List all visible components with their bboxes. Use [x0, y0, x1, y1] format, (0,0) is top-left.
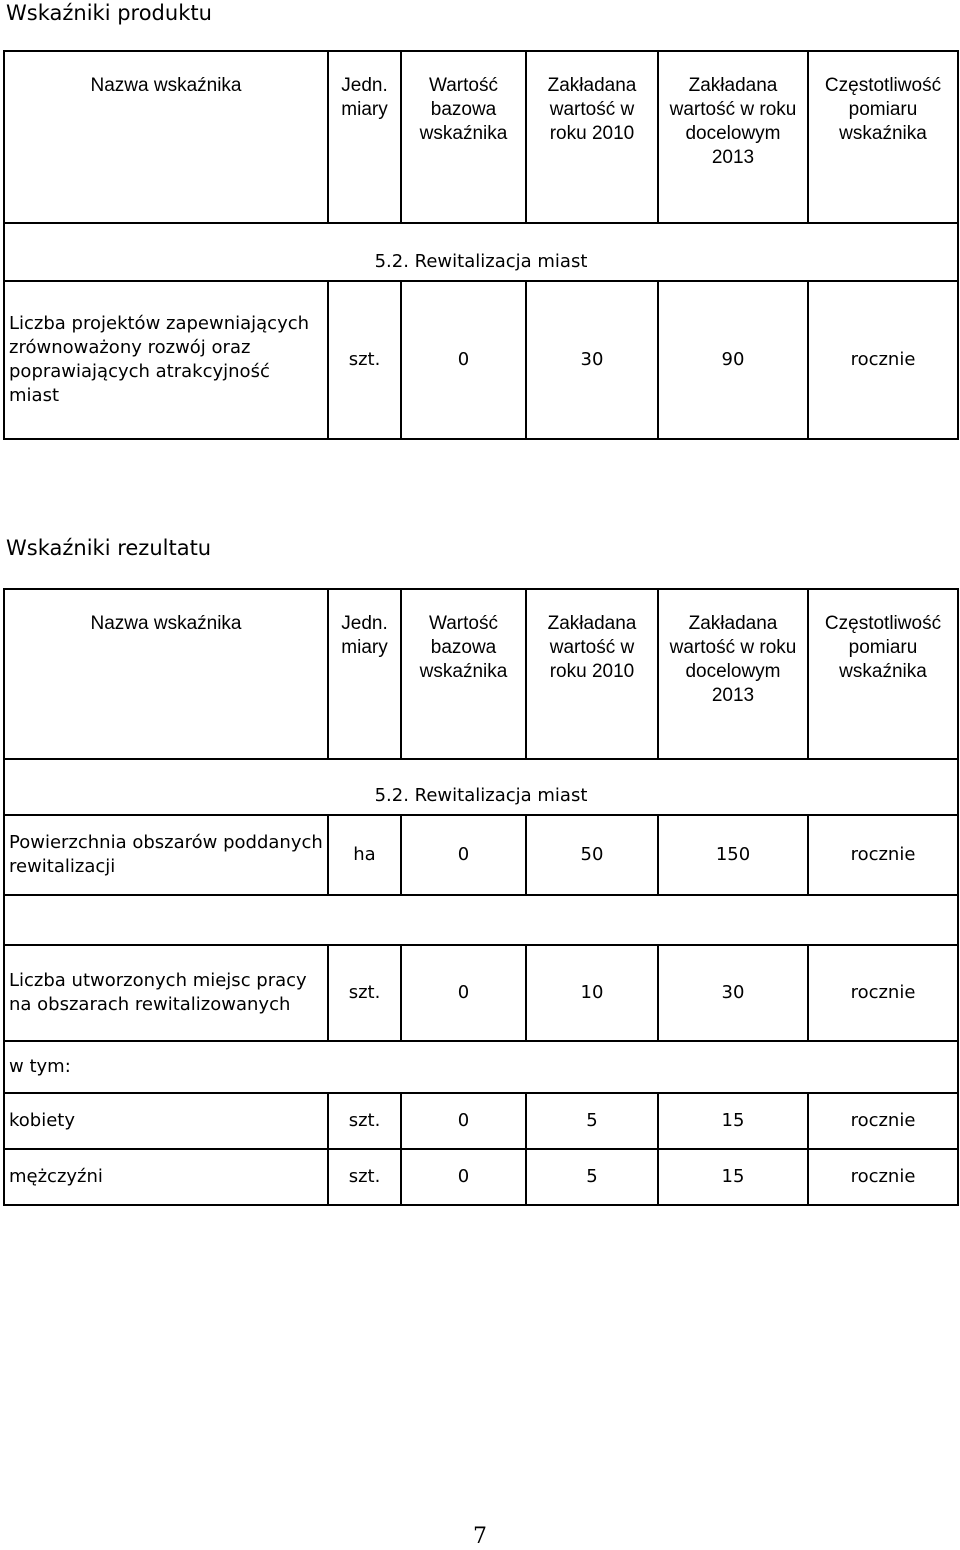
result-indicators-title: Wskaźniki rezultatu: [6, 536, 212, 560]
indicator-name: mężczyźni: [4, 1149, 328, 1205]
header-2010: Zakładana wartość w roku 2010: [526, 51, 658, 223]
indicator-unit: szt.: [328, 1093, 401, 1149]
indicator-frequency: rocznie: [808, 815, 958, 895]
product-indicators-table: [3, 50, 959, 440]
header-2013: Zakładana wartość w roku docelowym 2013: [658, 589, 808, 759]
indicator-2010: 50: [526, 815, 658, 895]
section-title: 5.2. Rewitalizacja miast: [4, 759, 958, 815]
empty-cell: [4, 895, 958, 945]
indicator-2010: 10: [526, 945, 658, 1041]
indicator-frequency: rocznie: [808, 1093, 958, 1149]
header-base: Wartość bazowa wskaźnika: [401, 589, 526, 759]
table-row: [4, 945, 958, 1041]
indicator-unit: szt.: [328, 1149, 401, 1205]
indicator-2013: 15: [658, 1093, 808, 1149]
empty-row: [4, 895, 958, 945]
header-frequency: Częstotliwość pomiaru wskaźnika: [808, 589, 958, 759]
indicator-base: 0: [401, 1093, 526, 1149]
indicator-frequency: rocznie: [808, 945, 958, 1041]
subheading: w tym:: [4, 1041, 958, 1093]
indicator-unit: szt.: [328, 945, 401, 1041]
indicator-base: 0: [401, 815, 526, 895]
page-number: 7: [473, 1524, 487, 1549]
indicator-name: Liczba projektów zapewniających zrównoważony rozwój oraz poprawiających atrakcyjność miast: [4, 281, 328, 439]
indicator-2013: 90: [658, 281, 808, 439]
indicator-name: Powierzchnia obszarów poddanych rewitalizacji: [4, 815, 328, 895]
indicator-base: 0: [401, 281, 526, 439]
indicator-base: 0: [401, 945, 526, 1041]
subheading-row: [4, 1041, 958, 1093]
indicator-name: Liczba utworzonych miejsc pracy na obszarach rewitalizowanych: [4, 945, 328, 1041]
result-indicators-table: [3, 588, 959, 1206]
table-row: [4, 281, 958, 439]
header-unit: Jedn. miary: [328, 51, 401, 223]
section-row: [4, 759, 958, 815]
table-header-row: [4, 589, 958, 759]
header-2013: Zakładana wartość w roku docelowym 2013: [658, 51, 808, 223]
indicator-unit: szt.: [328, 281, 401, 439]
indicator-frequency: rocznie: [808, 1149, 958, 1205]
header-frequency: Częstotliwość pomiaru wskaźnika: [808, 51, 958, 223]
indicator-name: kobiety: [4, 1093, 328, 1149]
header-name: Nazwa wskaźnika: [4, 51, 328, 223]
indicator-frequency: rocznie: [808, 281, 958, 439]
header-2010: Zakładana wartość w roku 2010: [526, 589, 658, 759]
table-header-row: [4, 51, 958, 223]
section-row: [4, 223, 958, 281]
indicator-2013: 15: [658, 1149, 808, 1205]
indicator-2013: 30: [658, 945, 808, 1041]
product-indicators-title: Wskaźniki produktu: [6, 1, 212, 25]
table-row: [4, 815, 958, 895]
indicator-2010: 5: [526, 1149, 658, 1205]
header-name: Nazwa wskaźnika: [4, 589, 328, 759]
indicator-2010: 30: [526, 281, 658, 439]
section-title: 5.2. Rewitalizacja miast: [4, 223, 958, 281]
table-row: [4, 1093, 958, 1149]
indicator-2010: 5: [526, 1093, 658, 1149]
indicator-base: 0: [401, 1149, 526, 1205]
indicator-unit: ha: [328, 815, 401, 895]
header-unit: Jedn. miary: [328, 589, 401, 759]
table-row: [4, 1149, 958, 1205]
header-base: Wartość bazowa wskaźnika: [401, 51, 526, 223]
indicator-2013: 150: [658, 815, 808, 895]
